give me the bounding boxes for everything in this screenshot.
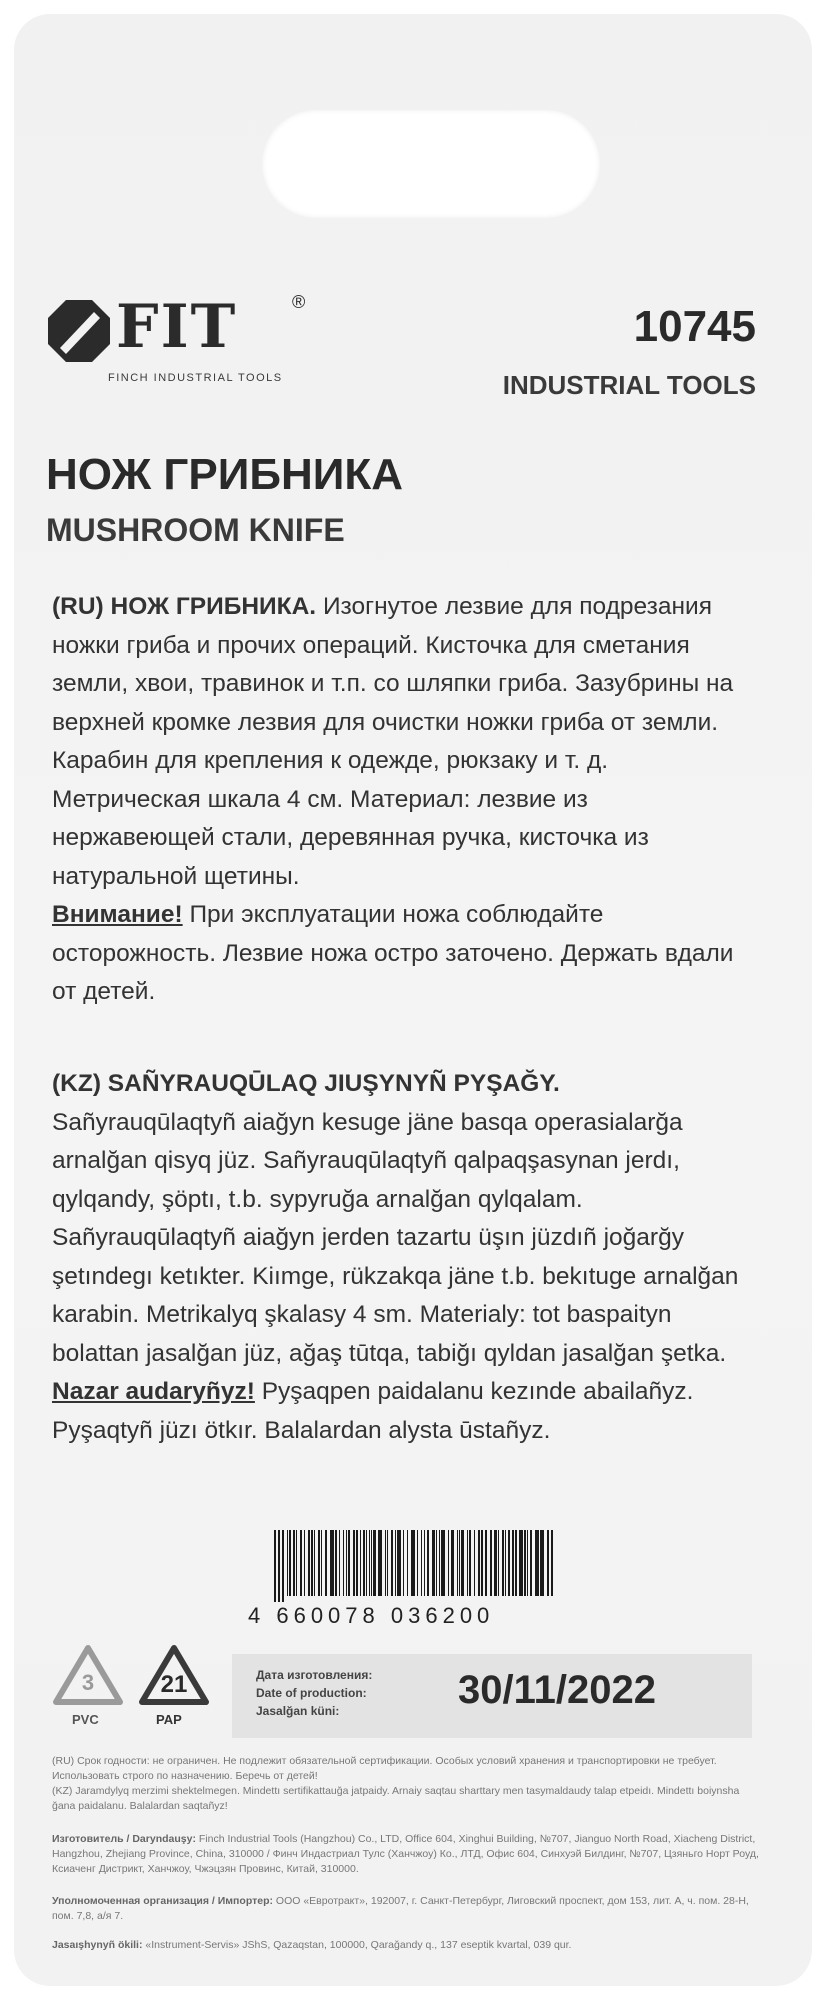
barcode-bar xyxy=(494,1530,497,1596)
barcode-bar xyxy=(502,1530,504,1596)
barcode-bar xyxy=(289,1530,291,1596)
barcode-bar xyxy=(348,1530,350,1596)
barcode-bar xyxy=(274,1530,276,1602)
barcode-bar xyxy=(296,1530,297,1596)
production-label-kz: Jasalğan küni: xyxy=(256,1704,340,1718)
hang-hole xyxy=(262,110,600,218)
production-date: 30/11/2022 xyxy=(458,1668,656,1712)
barcode-bar xyxy=(378,1530,382,1596)
recycle-pap-icon xyxy=(136,1642,212,1710)
barcode-bar xyxy=(427,1530,429,1596)
barcode-bar xyxy=(417,1530,418,1596)
barcode-bar xyxy=(397,1530,401,1596)
barcode-bar xyxy=(547,1530,549,1596)
barcode-bar xyxy=(527,1530,528,1596)
barcode-bar xyxy=(467,1530,468,1596)
barcode-bar xyxy=(346,1530,347,1596)
barcode-bar xyxy=(432,1530,435,1596)
barcode-bar xyxy=(490,1530,492,1596)
barcode-number: 4 660078 036200 xyxy=(248,1603,495,1628)
barcode-bar xyxy=(356,1530,358,1596)
barcode-bar xyxy=(424,1530,425,1596)
barcode-bar xyxy=(461,1530,464,1596)
barcode-bar xyxy=(421,1530,422,1596)
category-label: INDUSTRIAL TOOLS xyxy=(502,370,756,400)
barcode-bar xyxy=(308,1530,310,1596)
barcode-bar xyxy=(391,1530,393,1596)
barcode-bar xyxy=(508,1530,510,1596)
product-title-ru: НОЖ ГРИБНИКА xyxy=(46,450,403,499)
barcode-bar xyxy=(481,1530,483,1596)
production-label-ru: Дата изготовления: xyxy=(256,1668,373,1682)
barcode-bar xyxy=(540,1530,544,1596)
barcode-bar xyxy=(343,1530,344,1596)
barcode-bar xyxy=(278,1530,280,1602)
barcode-bar xyxy=(387,1530,388,1596)
brand-name: FIT xyxy=(116,292,238,362)
barcode-bar xyxy=(321,1530,322,1596)
barcode-bar xyxy=(524,1530,526,1596)
fine-print-importer xyxy=(52,1894,762,1924)
recycle-pvc-number: 3 xyxy=(81,1670,95,1695)
barcode-bar xyxy=(515,1530,517,1596)
barcode-bar xyxy=(505,1530,506,1596)
barcode xyxy=(270,1530,560,1602)
barcode-bar xyxy=(530,1530,532,1596)
barcode-bar xyxy=(314,1530,315,1596)
heading-ru: НОЖ ГРИБНИКА. xyxy=(110,593,317,620)
barcode-bar xyxy=(485,1530,487,1596)
kz-rep-text: «Instrument-Servis» JShS, Qazaqstan, 100000, Qarağandy q., 137 eseptik kvartal, 039 qur. xyxy=(145,1939,572,1951)
warning-text-kz: Pyşaqpen paidalanu kezınde abailañyz. Pyşaqtyñ jüzı ötkır. Balalardan alysta ūstañyz. xyxy=(52,1378,694,1444)
barcode-bar xyxy=(519,1530,523,1596)
barcode-bar xyxy=(369,1530,370,1596)
warning-text-ru: При эксплуатации ножа соблюдайте осторожность. Лезвие ножа остро заточено. Держать вдали от детей. xyxy=(52,901,734,1005)
barcode-bar xyxy=(363,1530,365,1596)
brand-subtitle: FINCH INDUSTRIAL TOOLS xyxy=(108,372,283,384)
barcode-bar xyxy=(457,1530,458,1596)
fine-print-kz-representative xyxy=(52,1938,762,1953)
shelf-life-kz: (KZ) Jaramdylyq merzimi shektelmegen. Mindettı sertifikattauğa jatpaidy. Arnaiy saqtau sharttary men tasymaldaudy talap etpeidı. Mindettı boiynsha ğana paidalanu. Balalardan saqtañyz! xyxy=(52,1785,740,1812)
shelf-life-ru: (RU) Срок годности: не ограничен. Не подлежит обязательной сертификации. Особых условий хранения и транспортировки не требует. Использовать строго по назначению. Беречь от детей! xyxy=(52,1755,717,1782)
text-kz: Sañyrauqūlaqtyñ aiağyn kesuge jäne basqa operasialarğa arnalğan qisyq jüz. Sañyrauqūlaqtyñ qalpaqşasynan jerdı, qylqandy, şöptı, t.b. sypyruğa arnalğan qylqalam. Sañyrauqūlaqtyñ aiağyn jerden tazartu üşın jüzdıñ joğarğy şetındegı ketıkter. Kiımge, rükzakqa jäne t.b. bekıtuge arnalğan karabin. Metrikalyq şkalasy 4 sm. Materialy: tot baspaityn bolattan jasalğan jüz, ağaş tūtqa, tabiğı qyldan jasalğan şetka. xyxy=(52,1108,739,1367)
barcode-bar xyxy=(441,1530,445,1596)
product-title-en: MUSHROOM KNIFE xyxy=(46,512,345,548)
barcode-bar xyxy=(469,1530,471,1596)
barcode-bar xyxy=(403,1530,404,1596)
barcode-bar xyxy=(366,1530,367,1596)
description-kz xyxy=(52,1065,746,1450)
text-ru: Изогнутое лезвие для подрезания ножки гриба и прочих операций. Кисточка для сметания земли, хвои, травинок и т.п. со шляпки гриба. Зазубрины на верхней кромке лезвия для очистки ножки гриба от земли. Карабин для крепления к одежде, рюкзаку и т. д. Метрическая шкала 4 см. Материал: лезвие из нержавеющей стали, деревянная ручка, кисточка из натуральной щетины. xyxy=(52,593,734,890)
barcode-bar xyxy=(282,1530,284,1602)
recycle-pvc-label: PVC xyxy=(72,1712,99,1727)
description-ru xyxy=(52,588,746,1012)
barcode-bar xyxy=(498,1530,499,1596)
warning-label-kz: Nazar audaryñyz! xyxy=(52,1378,255,1405)
barcode-bar xyxy=(339,1530,340,1596)
production-date-box xyxy=(232,1654,752,1738)
production-label-en: Date of production: xyxy=(256,1686,367,1700)
barcode-bar xyxy=(474,1530,475,1596)
barcode-bar xyxy=(311,1530,313,1596)
barcode-bar xyxy=(287,1530,288,1596)
importer-text: ООО «Евротракт», 192007, г. Санкт-Петербург, Лиговский проспект, дом 153, лит. А, ч. пом. 28-Н, пом. 7,8, а/я 7. xyxy=(52,1895,749,1922)
barcode-bar xyxy=(395,1530,396,1596)
recycle-pvc-icon xyxy=(50,1642,126,1710)
fine-print-shelf-life xyxy=(52,1754,762,1814)
barcode-bar xyxy=(436,1530,437,1596)
article-number: 10745 xyxy=(633,302,756,351)
manufacturer-text: Finch Industrial Tools (Hangzhou) Co., LTD, Office 604, Xinghui Building, №707, Jianguo North Road, Xiacheng District, Hangzhou, Zhejiang Province, China, 310000 / Финч Индастриал Тулс (Ханчжоу) Ко., ЛТД, Офис 604, Синхуэй Билдинг, №707, Цзяньго Норт Роуд, Ксиаченг Дистрикт, Ханчжоу, Чжэцзян Провинс, Китай, 310000. xyxy=(52,1833,759,1875)
barcode-bar xyxy=(318,1530,320,1596)
barcode-bar xyxy=(512,1530,514,1596)
barcode-bar xyxy=(335,1530,337,1596)
importer-label: Уполномоченная организация / Импортер: xyxy=(52,1895,273,1907)
barcode-bar xyxy=(451,1530,454,1596)
kz-rep-label: Jasaışhynyñ ökili: xyxy=(52,1939,143,1951)
barcode-bar xyxy=(439,1530,440,1596)
registered-mark: ® xyxy=(292,292,306,312)
barcode-bar xyxy=(385,1530,386,1596)
barcode-bar xyxy=(353,1530,355,1596)
barcode-bar xyxy=(371,1530,372,1596)
barcode-bar xyxy=(459,1530,460,1596)
barcode-bar xyxy=(478,1530,480,1596)
fine-print-manufacturer xyxy=(52,1832,762,1877)
barcode-bar xyxy=(293,1530,295,1596)
barcode-bar xyxy=(300,1530,302,1596)
barcode-bar xyxy=(407,1530,408,1596)
barcode-bar xyxy=(535,1530,539,1596)
barcode-bar xyxy=(373,1530,376,1596)
manufacturer-label: Изготовитель / Daryndauşy: xyxy=(52,1833,196,1845)
barcode-bar xyxy=(304,1530,305,1596)
lang-tag-ru: (RU) xyxy=(52,593,104,620)
barcode-bar xyxy=(551,1530,553,1596)
barcode-bar xyxy=(360,1530,361,1596)
lang-tag-kz: (KZ) xyxy=(52,1070,101,1097)
barcode-bar xyxy=(448,1530,449,1596)
barcode-bar xyxy=(325,1530,327,1596)
heading-kz: SAÑYRAUQŪLAQ JIUŞYNYÑ PYŞAĞY. xyxy=(107,1070,560,1097)
warning-label-ru: Внимание! xyxy=(52,901,183,928)
barcode-bar xyxy=(330,1530,334,1596)
recycle-pap-label: PAP xyxy=(156,1712,182,1727)
fit-logo-icon xyxy=(46,298,112,364)
recycle-pap-number: 21 xyxy=(160,1671,188,1698)
barcode-bar xyxy=(411,1530,415,1596)
brand-logo xyxy=(46,292,346,412)
